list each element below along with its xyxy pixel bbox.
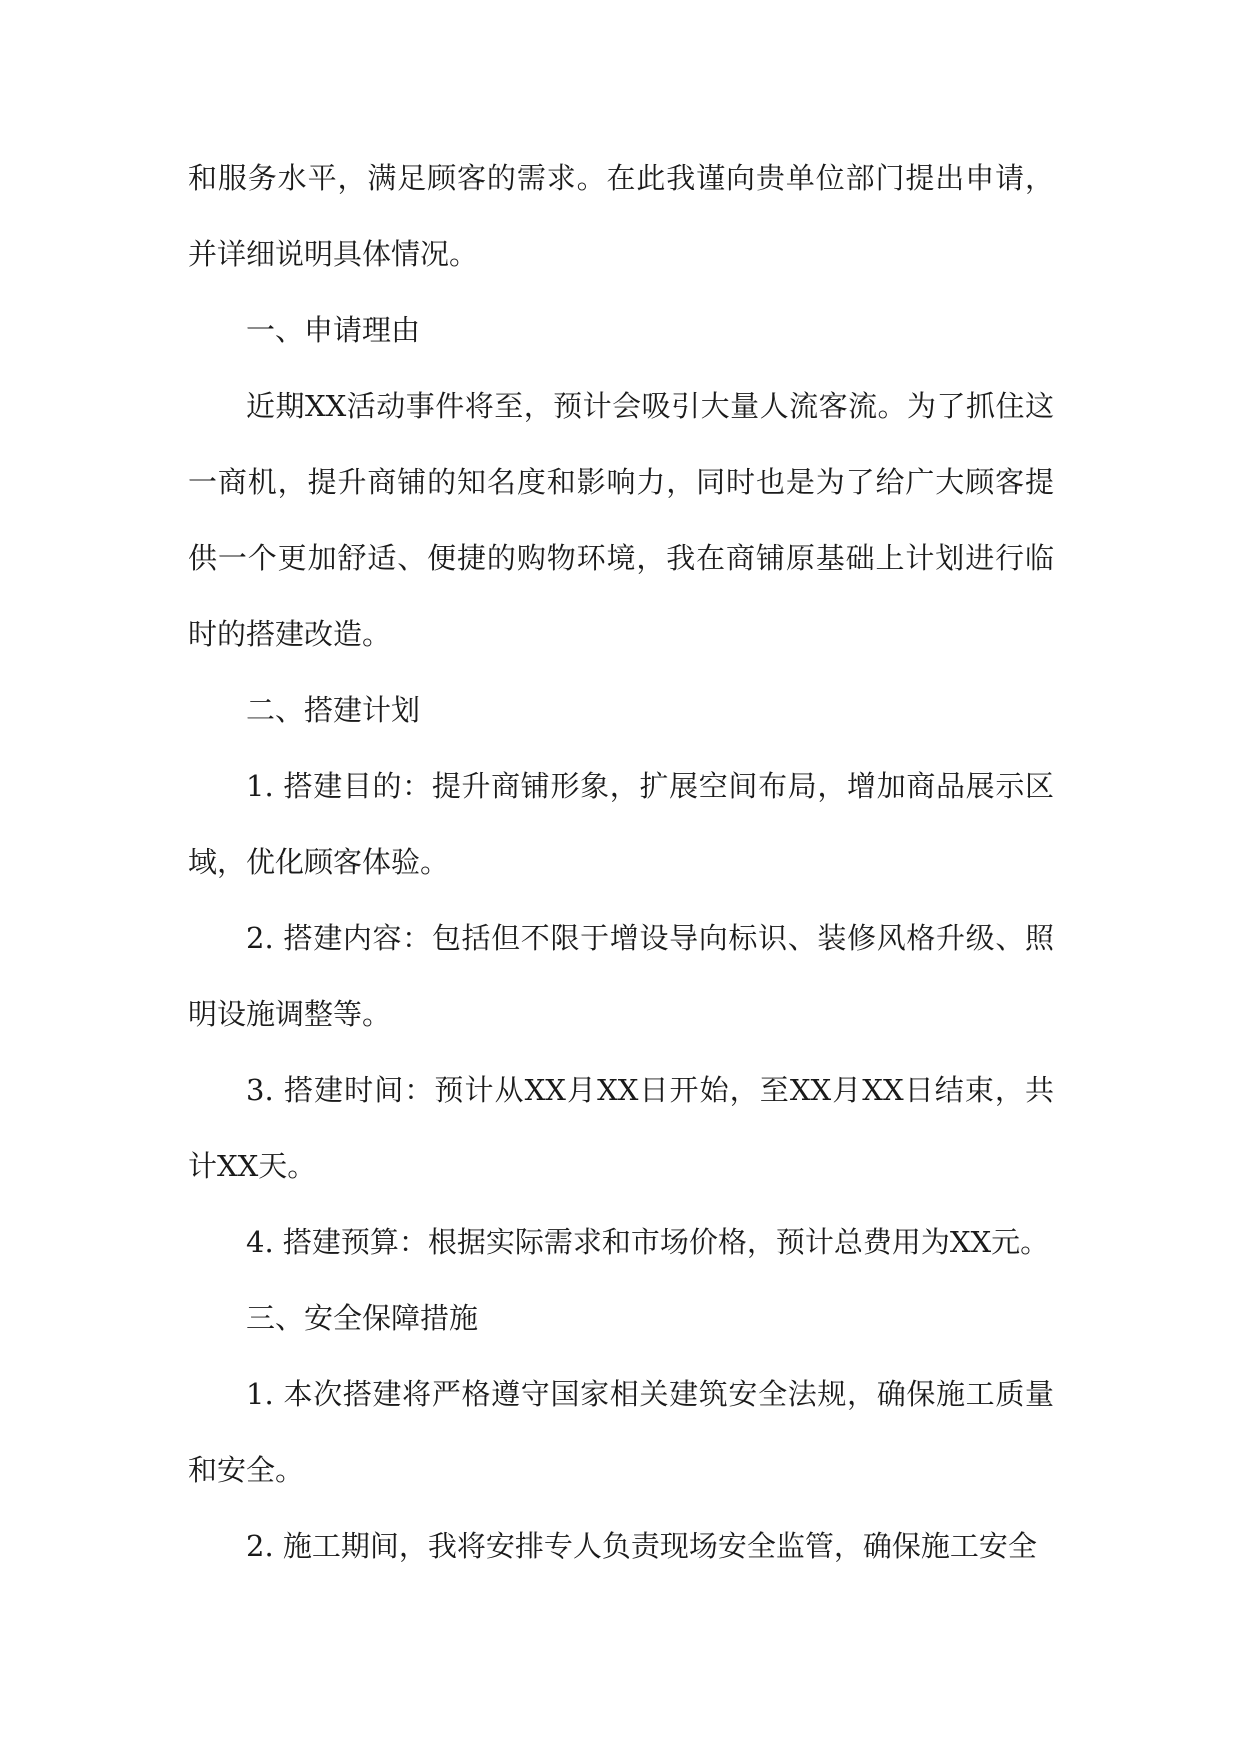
safety-item-regulations: 1. 本次搭建将严格遵守国家相关建筑安全法规，确保施工质量和安全。 — [188, 1377, 1054, 1487]
plan-item-content: 2. 搭建内容：包括但不限于增设导向标识、装修风格升级、照明设施调整等。 — [188, 921, 1054, 1031]
paragraph-reason: 近期XX活动事件将至，预计会吸引大量人流客流。为了抓住这一商机，提升商铺的知名度和影响力，同时也是为了给广大顾客提供一个更加舒适、便捷的购物环境，我在商铺原基础上计划进行临时的搭建改造。 — [188, 389, 1054, 651]
section-heading-construction-plan: 二、搭建计划 — [246, 693, 421, 727]
document-body — [188, 140, 1054, 1584]
plan-item-purpose: 1. 搭建目的：提升商铺形象，扩展空间布局，增加商品展示区域，优化顾客体验。 — [188, 769, 1054, 879]
paragraph-continuation: 和服务水平，满足顾客的需求。在此我谨向贵单位部门提出申请，并详细说明具体情况。 — [188, 161, 1054, 271]
plan-item-time: 3. 搭建时间：预计从XX月XX日开始，至XX月XX日结束，共计XX天。 — [188, 1073, 1054, 1183]
safety-item-supervision: 2. 施工期间，我将安排专人负责现场安全监管，确保施工安全 — [246, 1529, 1037, 1563]
plan-item-budget: 4. 搭建预算：根据实际需求和市场价格，预计总费用为XX元。 — [246, 1225, 1050, 1259]
section-heading-safety-measures: 三、安全保障措施 — [246, 1301, 479, 1335]
section-heading-application-reason: 一、申请理由 — [246, 313, 421, 347]
